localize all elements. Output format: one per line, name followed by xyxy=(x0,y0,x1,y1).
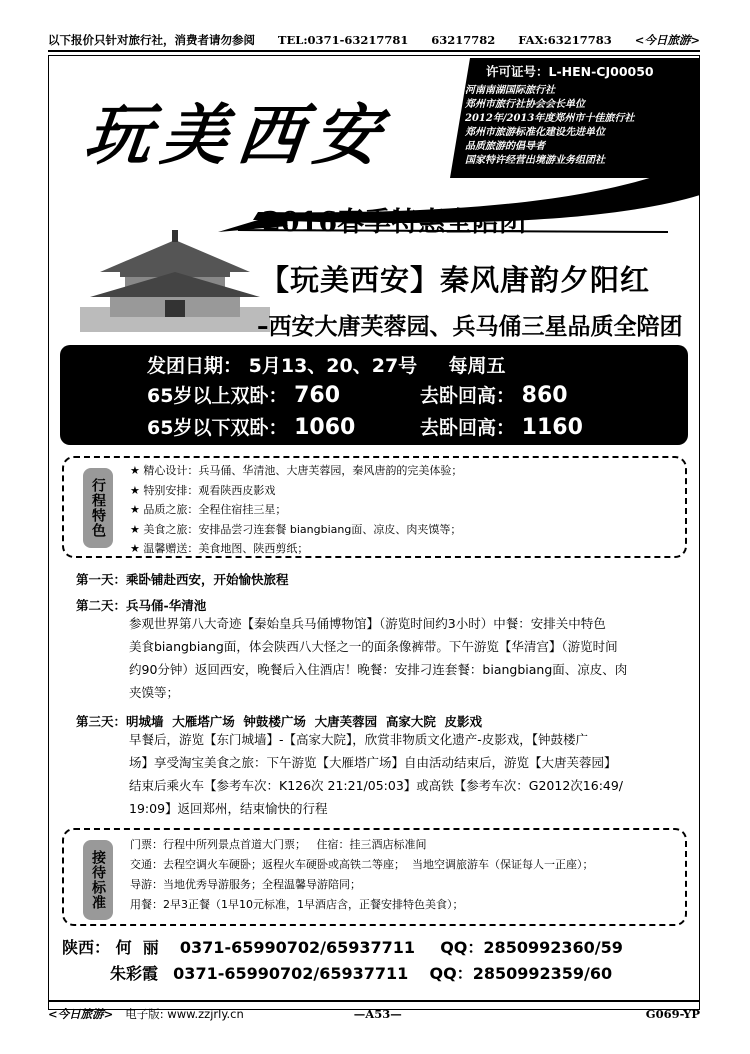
under65-alt-price: 1160 xyxy=(521,415,583,440)
feature-item: ★ 精心设计：兵马俑、华清池、大唐芙蓉园，秦风唐韵的完美体验； xyxy=(130,464,463,477)
reception-item: 用餐：2早3正餐（1早10元标准，1早酒店含，正餐安排特色美食）； xyxy=(130,898,464,911)
contact-qq: 2850992360/59 xyxy=(483,938,623,957)
headline: 【玩美西安】秦风唐韵夕阳红 xyxy=(260,263,651,297)
brand-tag-top: <今日旅游> xyxy=(634,33,700,47)
page-code: G069-YP xyxy=(645,1007,700,1021)
price-box xyxy=(60,345,688,445)
day-2-description xyxy=(129,612,689,704)
over65-alt-label: 去卧回高： xyxy=(420,385,516,407)
contact-phone: 0371-65990702/65937711 xyxy=(179,938,416,957)
reception-item: 门票：行程中所列景点首道大门票； 住宿：挂三酒店标准间 xyxy=(130,838,427,851)
under65-row xyxy=(147,413,355,440)
feature-item: ★ 品质之旅：全程住宿挂三星； xyxy=(130,503,287,516)
features-list xyxy=(130,461,462,559)
description-line: 美食biangbiang面，体会陕西八大怪之一的面条像裤带。下午游览【华清宫】（游览时间 xyxy=(129,639,618,654)
contact-region: 陕西： xyxy=(62,938,111,957)
description-line: 约90分钟）返回西安，晚餐后入住酒店！晚餐：安排刁连套餐：biangbiang面、凉皮、肉 xyxy=(129,662,628,677)
qualification-item: 品质旅游的倡导者 xyxy=(465,141,545,152)
contact-row-1 xyxy=(62,935,623,958)
qualification-item: 河南南湖国际旅行社 xyxy=(465,85,555,96)
over65-alt-row xyxy=(420,381,568,408)
bottom-divider xyxy=(48,1000,700,1002)
under65-label: 65岁以下双卧： xyxy=(147,417,288,439)
dates-label: 发团日期： xyxy=(147,355,243,377)
description-line: 19:09】返回郑州，结束愉快的行程 xyxy=(129,801,328,816)
qq-label: QQ： xyxy=(440,938,484,957)
departure-row xyxy=(147,351,505,378)
reception-list xyxy=(130,835,594,915)
qualification-item: 国家特许经营出境游业务组团社 xyxy=(465,155,605,166)
day-label: 第二天： xyxy=(76,598,127,613)
feature-item: ★ 特别安排：观看陕西皮影戏 xyxy=(130,483,276,497)
under65-alt-label: 去卧回高： xyxy=(420,417,516,439)
day-label: 第一天： xyxy=(76,572,127,587)
contact-name: 何 丽 xyxy=(115,938,159,957)
subheadline: –西安大唐芙蓉园、兵马俑三星品质全陪团 xyxy=(257,314,683,340)
features-tag: 行程特色 xyxy=(83,468,113,548)
tour-title: 2016春季特惠全陪团 xyxy=(262,207,527,238)
footer xyxy=(48,1003,700,1025)
contact-phone: 0371-65990702/65937711 xyxy=(173,964,409,983)
weekday-value: 每周五 xyxy=(448,355,506,377)
reception-item: 导游：当地优秀导游服务；全程温馨导游陪同； xyxy=(130,878,361,891)
fax-text: FAX:63217783 xyxy=(518,33,612,47)
day-title: 兵马俑-华清池 xyxy=(126,598,207,613)
description-line: 场】享受淘宝美食之旅：下午游览【大雁塔广场】自由活动结束后，游览【大唐芙蓉园】 xyxy=(129,755,617,770)
day-1-heading xyxy=(76,570,289,588)
page-number: —A53— xyxy=(353,1007,402,1021)
day-label: 第三天： xyxy=(76,714,127,729)
top-divider xyxy=(48,50,700,52)
description-line: 结束后乘火车【参考车次：K126次 21:21/05:03】或高铁【参考车次：G2012次16:49/ xyxy=(129,778,624,793)
contact-row-2 xyxy=(110,961,612,984)
qualification-item: 2012年/2013年度郑州市十佳旅行社 xyxy=(465,113,635,124)
contact-name: 朱彩霞 xyxy=(110,964,159,983)
license-number: 许可证号：L-HEN-CJ00050 xyxy=(486,64,654,79)
over65-row xyxy=(147,381,340,408)
over65-price: 760 xyxy=(294,383,341,408)
description-line: 参观世界第八大奇迹【秦始皇兵马俑博物馆】（游览时间约3小时）中餐：安排关中特色 xyxy=(129,616,606,631)
pagoda-icon xyxy=(80,222,270,332)
day-title: 明城墙 大雁塔广场 钟鼓楼广场 大唐芙蓉园 高家大院 皮影戏 xyxy=(126,714,483,729)
brand-tag-bottom: <今日旅游> xyxy=(48,1007,114,1021)
over65-alt-price: 860 xyxy=(521,383,568,408)
qualification-item: 郑州市旅行社协会会长单位 xyxy=(465,99,585,110)
contact-qq: 2850992359/60 xyxy=(472,964,613,983)
dates-value: 5月13、20、27号 xyxy=(248,355,418,377)
notice-text: 以下报价只针对旅行社，消费者请勿参阅 xyxy=(48,33,255,47)
description-line: 早餐后，游览【东门城墙】-【高家大院】，欣赏非物质文化遗产-皮影戏，【钟鼓楼广 xyxy=(129,732,589,747)
reception-item: 交通：去程空调火车硬卧；返程火车硬卧或高铁二等座； 当地空调旅游车（保证每人一正座）； xyxy=(130,858,594,871)
tel2-text: 63217782 xyxy=(431,33,496,47)
feature-item: ★ 温馨赠送：美食地图、陕西剪纸； xyxy=(130,542,309,555)
top-bar xyxy=(48,30,700,50)
website-link[interactable]: 电子版: www.zzjrly.cn xyxy=(125,1007,244,1021)
qq-label: QQ： xyxy=(429,964,473,983)
day-3-description xyxy=(129,728,689,820)
under65-alt-row xyxy=(420,413,583,440)
reception-tag: 接待标准 xyxy=(83,840,113,920)
brand-logo-text: 玩美西安 xyxy=(81,96,394,174)
over65-label: 65岁以上双卧： xyxy=(147,385,288,407)
tel-text: TEL:0371-63217781 xyxy=(277,33,409,47)
under65-price: 1060 xyxy=(294,415,356,440)
qualification-item: 郑州市旅游标准化建设先进单位 xyxy=(465,127,605,138)
day-title: 乘卧铺赴西安，开始愉快旅程 xyxy=(126,572,289,587)
feature-item: ★ 美食之旅：安排品尝刁连套餐 biangbiang面、凉皮、肉夹馍等； xyxy=(130,522,462,536)
description-line: 夹馍等； xyxy=(129,685,180,700)
